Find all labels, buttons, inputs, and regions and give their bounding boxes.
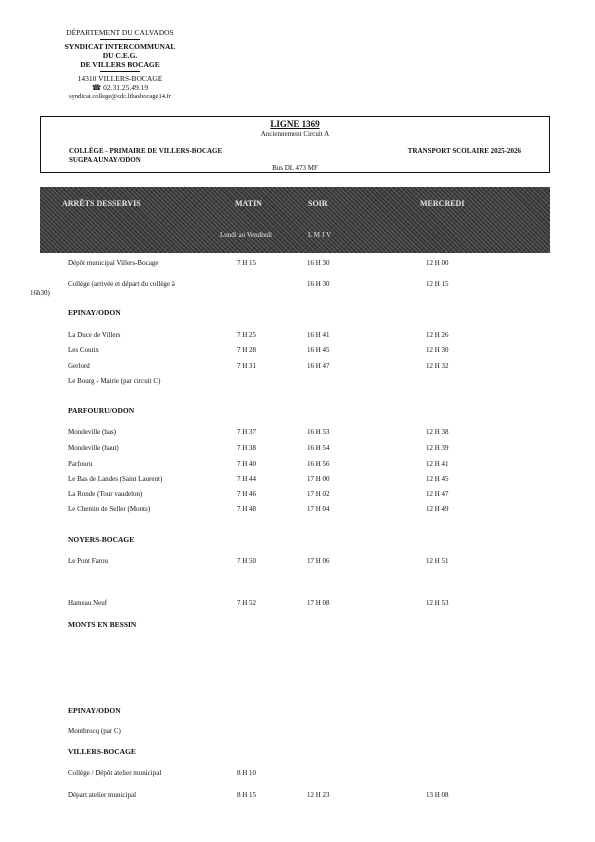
wednesday-time: 13 H 08 [426,791,449,799]
organization-header [55,28,185,101]
address-text: 14310 VILLERS-BOCAGE [77,74,163,83]
wednesday-time: 12 H 41 [426,460,449,468]
table-row [0,769,595,781]
table-header [40,187,550,253]
wednesday-time: 12 H 47 [426,490,449,498]
evening-time: 16 H 30 [307,259,330,267]
ceg-text: DU C.E.G. [102,51,138,60]
column-header-morning: MATIN [235,199,262,208]
stop-name: Hameau Neuf [68,599,108,607]
phone-line [55,83,185,92]
stop-name: La Duce de Villers [68,331,121,339]
morning-time: 7 H 28 [237,346,257,354]
morning-time: 7 H 40 [237,460,257,468]
table-row [0,377,595,389]
evening-time: 17 H 06 [307,557,330,565]
stop-name: Départ atelier municipal [68,791,137,799]
evening-time: 16 H 47 [307,362,330,370]
school-name: COLLÈGE - PRIMAIRE DE VILLERS-BOCAGE [69,147,223,155]
stop-name: Les Coutix [68,346,99,354]
syndicat-text: SYNDICAT INTERCOMMUNAL [64,42,176,51]
table-row [0,727,595,739]
evening-time: 16 H 30 [307,280,330,288]
wednesday-time: 12 H 30 [426,346,449,354]
stop-name: Mondeville (haut) [68,444,119,452]
section-title: VILLERS-BOCAGE [68,747,136,756]
morning-time: 7 H 50 [237,557,257,565]
section-title: EPINAY/ODON [68,706,121,715]
evening-time: 16 H 54 [307,444,330,452]
table-row [0,331,595,343]
wednesday-time: 12 H 26 [426,331,449,339]
table-row [0,475,595,487]
table-row [0,280,595,297]
column-header-stops: ARRÊTS DESSERVIS [62,199,141,208]
stop-name: La Ronde (Tour vaudelon) [68,490,143,498]
department-text: DÉPARTEMENT DU CALVADOS [66,28,174,37]
evening-time: 16 H 41 [307,331,330,339]
table-row [0,428,595,440]
column-subheader-days: L M J V [308,231,332,239]
wednesday-time: 12 H 15 [426,280,449,288]
stop-name: Gerlord [68,362,90,370]
evening-time: 16 H 45 [307,346,330,354]
stop-name: Collège (arrivée et départ du collège à 16h30) [30,280,175,297]
morning-time: 7 H 52 [237,599,257,607]
morning-time: 8 H 10 [237,769,257,777]
stop-name: Dépôt municipal Villers-Bocage [68,259,159,267]
wednesday-time: 12 H 39 [426,444,449,452]
section-title: MONTS EN BESSIN [68,620,137,629]
column-header-evening: SOIR [308,199,328,208]
table-row [0,259,595,271]
evening-time: 17 H 04 [307,505,330,513]
stop-name: Collège / Dépôt atelier municipal [68,769,162,777]
stop-name: Montbrocq (par C) [68,727,121,735]
wednesday-time: 12 H 32 [426,362,449,370]
table-row [0,557,595,569]
line-subtitle: Anciennement Circuit A [260,130,330,138]
morning-time: 7 H 44 [237,475,257,483]
phone-text: 02.31.25.49.19 [103,83,149,92]
wednesday-time: 12 H 00 [426,259,449,267]
section-title: NOYERS-BOCAGE [68,535,135,544]
morning-time: 8 H 15 [237,791,257,799]
stop-name: Le Bas de Landes (Saint Laurent) [68,475,163,483]
stop-name: Le Pont Farou [68,557,109,565]
stop-name: Mondeville (bas) [68,428,117,436]
column-subheader-weekdays: Lundi au Vendredi [220,231,272,239]
table-row [0,791,595,803]
area-name: SUGPA AUNAY/ODON [69,156,141,164]
wednesday-time: 12 H 53 [426,599,449,607]
morning-time: 7 H 48 [237,505,257,513]
email-text: syndicat.college@cdc.libasbocage14.fr [69,93,171,100]
morning-time: 7 H 46 [237,490,257,498]
divider [100,39,140,40]
table-row [0,599,595,611]
divider [100,71,140,72]
wednesday-time: 12 H 51 [426,557,449,565]
evening-time: 16 H 53 [307,428,330,436]
evening-time: 17 H 08 [307,599,330,607]
section-title: PARFOURU/ODON [68,406,135,415]
morning-time: 7 H 37 [237,428,257,436]
line-title: LIGNE 1369 [270,119,320,129]
evening-time: 17 H 00 [307,475,330,483]
morning-time: 7 H 38 [237,444,257,452]
stop-name: Le Bourg - Mairie (par circuit C) [68,377,161,385]
column-header-wednesday: MERCREDI [420,199,465,208]
table-row [0,460,595,472]
bus-label: Bus DL 473 MF [272,164,318,172]
table-row [0,346,595,358]
evening-time: 12 H 23 [307,791,330,799]
evening-time: 17 H 02 [307,490,330,498]
stop-name: Le Chemin de Seller (Monts) [68,505,151,513]
wednesday-time: 12 H 49 [426,505,449,513]
section-title: EPINAY/ODON [68,308,121,317]
stop-name: Parfouru [68,460,93,468]
table-row [0,490,595,502]
transport-label: TRANSPORT SCOLAIRE 2025-2026 [407,147,521,155]
wednesday-time: 12 H 38 [426,428,449,436]
table-row [0,444,595,456]
morning-time: 7 H 15 [237,259,257,267]
table-row [0,362,595,374]
wednesday-time: 12 H 45 [426,475,449,483]
morning-time: 7 H 31 [237,362,257,370]
evening-time: 16 H 56 [307,460,330,468]
title-box [40,116,550,173]
table-row [0,505,595,517]
morning-time: 7 H 25 [237,331,257,339]
phone-icon: ☎ [91,83,102,92]
villers-text: DE VILLERS BOCAGE [80,60,160,69]
